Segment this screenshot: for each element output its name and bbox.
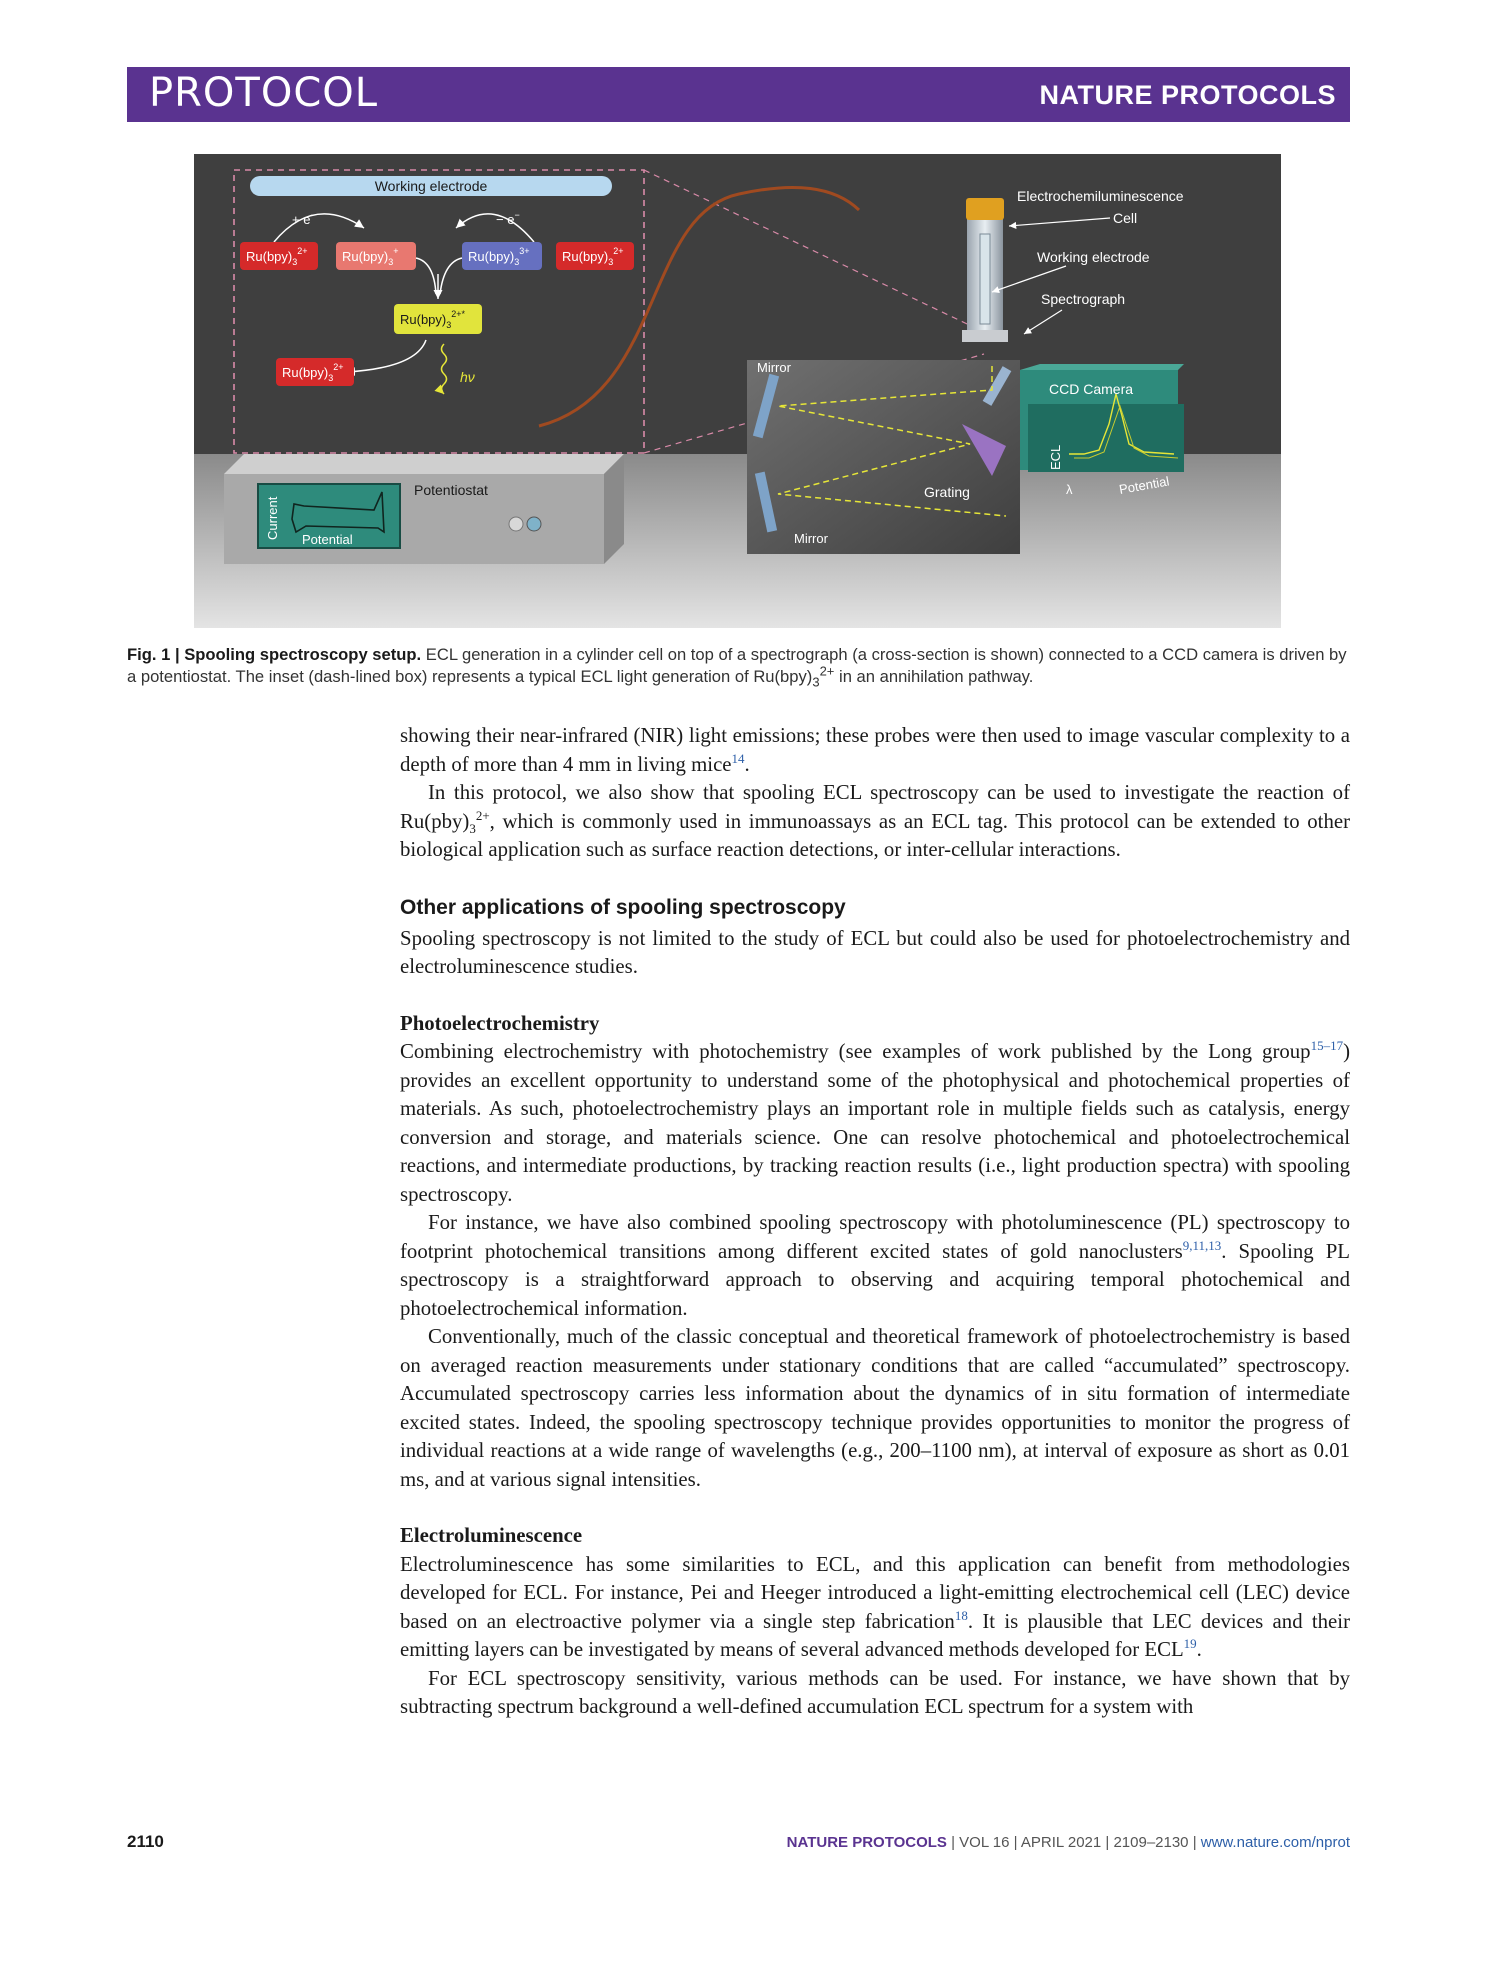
spectrograph [747, 360, 1020, 554]
section-label: PROTOCOL [149, 70, 379, 116]
section-heading: Other applications of spooling spectroscopy [400, 895, 846, 919]
section-banner [127, 67, 1350, 122]
svg-text:Ru(bpy)3+: $Ru(bpy)_3^+$ [342, 246, 399, 267]
paragraph: showing their near-infrared (NIR) light emissions; these probes were then used to image vascular complexity to a depth of more than 4 mm in living mice$^{14}$. [400, 724, 1350, 776]
ru-species-excited [394, 304, 482, 334]
minus-electron-label: − e− [496, 210, 520, 227]
photon-wave-icon [442, 344, 447, 394]
paragraph: In this protocol, we also show that spooling ECL spectroscopy can be used to investigate the reaction of $Ru(pby)_3^{2+}$, which is commonly used in immunoassays as an ECL tag. This protocol can be extended to other biological application such as surface reaction detections, or inter-cellular interactions. [400, 781, 1350, 861]
footer-info: NATURE PROTOCOLS | VOL 16 | APRIL 2021 | 2109–2130 | www.nature.com/nprot [786, 1834, 1350, 1851]
citation-link[interactable]: 9,11,13 [1182, 1237, 1222, 1253]
potentiostat [224, 454, 624, 564]
ru-species-2plus-right [556, 242, 634, 270]
citation-link[interactable]: 19 [1183, 1636, 1197, 1652]
cell-label: Cell [1113, 210, 1138, 226]
svg-text:Ru(bpy)32+: $Ru(bpy)_3^{2+}$ [562, 246, 624, 267]
citation-link[interactable]: 15–17 [1310, 1038, 1344, 1054]
citation-link[interactable]: 14 [731, 750, 745, 766]
working-electrode-label: Working electrode [1037, 249, 1150, 265]
paragraph: Electroluminescence has some similarities to ECL, and this application can benefit from methodologies developed for ECL. For instance, Pei and Heeger introduced a light-emitting electrochemical cell (LEC) device based on an electroactive polymer via a single step fabrication$^{18}$. It is plausible that LEC devices and their emitting layers can be investigated by means of several advanced methods developed for ECL$^{19}$. [400, 1552, 1350, 1661]
ecl-cell [962, 198, 1008, 342]
spectrograph-label: Spectrograph [1041, 291, 1126, 307]
potential-axis-label: Potential [302, 532, 353, 547]
citation-link[interactable]: 18 [954, 1607, 968, 1623]
svg-text:Ru(bpy)33+: $Ru(bpy)_3^{3+}$ [468, 246, 530, 267]
current-axis-label: Current [265, 496, 280, 540]
photon-label: hν [460, 369, 475, 385]
paragraph: For instance, we have also combined spooling spectroscopy with photoluminescence (PL) spectroscopy to footprint photochemical transitions among different excited states of gold nanoclusters$^{9,11,13}$. Spooling PL spectroscopy is a straightforward approach to observing and acquiring temporal photochemical and photoelectrochemical information. [400, 1211, 1351, 1320]
paragraph: Combining electrochemistry with photochemistry (see examples of work published by the Long group$^{15-17}$) provides an excellent opportunity to understand some of the photophysical and photochemical properties of materials. As such, photoelectrochemistry plays an important role in multiple fields such as catalysis, energy conversion and storage, and materials science. One can resolve photochemical and photoelectrochemical reactions, and intermediate productions, by tracking reaction results (i.e., light production spectra) with spooling spectroscopy. [400, 1038, 1350, 1206]
subsection-heading: Photoelectrochemistry [400, 1011, 600, 1035]
paragraph: For ECL spectroscopy sensitivity, various methods can be used. For instance, we have shown that by subtracting spectrum background a well-defined accumulation ECL spectrum for a system with [400, 1666, 1350, 1718]
figure-1 [194, 154, 1281, 628]
ccd-ecl-axis-label: ECL [1048, 444, 1063, 470]
inset-working-electrode-label: Working electrode [374, 178, 488, 194]
mirror-top-label: Mirror [757, 360, 791, 375]
paragraph: Spooling spectroscopy is not limited to the study of ECL but could also be used for photoelectrochemistry and electroluminescence studies. [400, 926, 1350, 978]
paragraph: Conventionally, much of the classic conceptual and theoretical framework of photoelectrochemistry is based on averaged reaction measurements under stationary conditions that are called “accumulated” spectroscopy. Accumulated spectroscopy carries less information about the dynamics of in situ formation of intermediate excited states. Indeed, the spooling spectroscopy technique provides opportunities to monitor the progress of individual reactions at a wide range of wavelengths (e.g., 200–1100 nm), at interval of exposure as short as 0.01 ms, and at various signal intensities. [400, 1325, 1350, 1491]
ccd-camera-label: CCD Camera [1049, 381, 1134, 397]
ru-species-2plus-left [240, 242, 318, 270]
subsection-heading: Electroluminescence [400, 1524, 583, 1547]
grating-label: Grating [924, 484, 970, 500]
ecl-label: Electrochemiluminescence [1017, 188, 1184, 204]
ru-species-1plus [336, 242, 416, 270]
page-number: 2110 [127, 1832, 164, 1851]
svg-text:Ru(bpy)32+*: $Ru(bpy)_3^{2+*}$ [400, 309, 466, 330]
ru-species-3plus [462, 242, 542, 270]
article-body [400, 722, 1350, 1722]
svg-text:Ru(bpy)32+: $Ru(bpy)_3^{2+}$ [246, 246, 308, 267]
potentiostat-label: Potentiostat [414, 482, 488, 498]
svg-text:Ru(bpy)32+: $Ru(bpy)_3^{2+}$ [282, 362, 344, 383]
journal-name: NATURE PROTOCOLS [1039, 80, 1336, 110]
caption-label: Fig. 1 | Spooling spectroscopy setup. [127, 645, 422, 664]
page-footer [127, 1832, 1350, 1856]
journal-url-link[interactable]: www.nature.com/nprot [1200, 1834, 1350, 1851]
mirror-bottom-label: Mirror [794, 531, 828, 546]
ccd-potential-axis-label: Potential [1117, 473, 1171, 497]
ru-species-ground [276, 358, 354, 386]
plus-electron-label: + e− [292, 210, 316, 227]
ccd-lambda-label: λ [1066, 482, 1073, 497]
figure-caption: Fig. 1 | Spooling spectroscopy setup. ECL generation in a cylinder cell on top of a spectrograph (a cross-section is shown) connected to a CCD camera is driven by a potentiostat. The inset (dash-lined box) represents a typical ECL light generation of $Ru(bpy)_3^{2+}$ in an annihilation pathway. [127, 645, 1347, 690]
